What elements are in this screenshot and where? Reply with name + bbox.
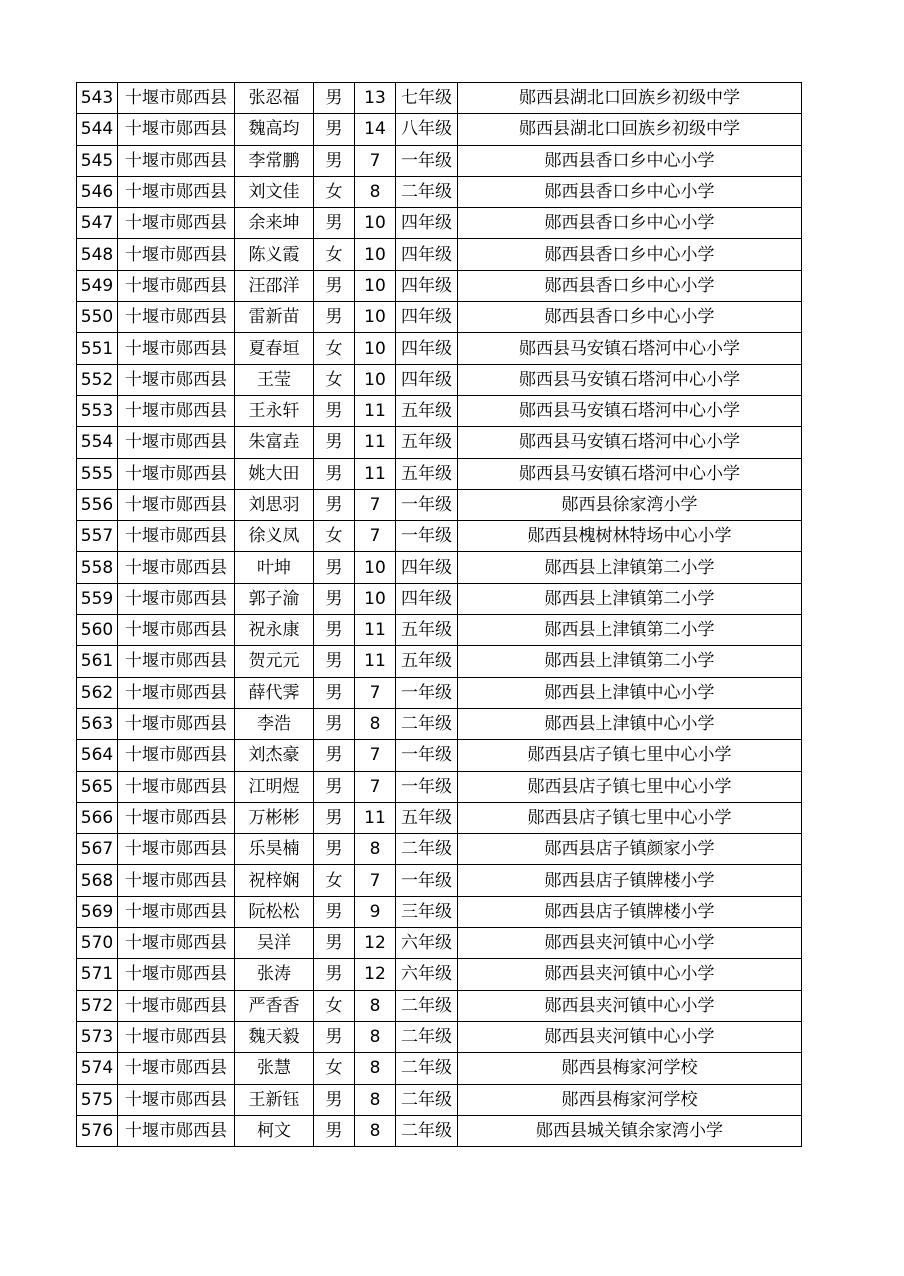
cell-school: 郧西县上津镇第二小学 (458, 615, 802, 646)
cell-age: 7 (355, 771, 396, 802)
cell-school: 郧西县店子镇七里中心小学 (458, 802, 802, 833)
cell-grade: 六年级 (396, 959, 458, 990)
cell-index: 558 (77, 552, 118, 583)
cell-sex: 女 (314, 176, 355, 207)
cell-age: 13 (355, 83, 396, 114)
cell-school: 郧西县马安镇石塔河中心小学 (458, 395, 802, 426)
cell-index: 569 (77, 896, 118, 927)
cell-grade: 一年级 (396, 489, 458, 520)
cell-grade: 一年级 (396, 145, 458, 176)
cell-sex: 男 (314, 114, 355, 145)
cell-index: 550 (77, 302, 118, 333)
cell-grade: 四年级 (396, 552, 458, 583)
cell-grade: 五年级 (396, 646, 458, 677)
cell-age: 10 (355, 239, 396, 270)
cell-sex: 男 (314, 302, 355, 333)
cell-age: 11 (355, 458, 396, 489)
student-list-table (76, 82, 802, 1147)
cell-index: 547 (77, 208, 118, 239)
cell-sex: 男 (314, 740, 355, 771)
cell-sex: 男 (314, 427, 355, 458)
cell-school: 郧西县香口乡中心小学 (458, 208, 802, 239)
cell-index: 544 (77, 114, 118, 145)
cell-school: 郧西县湖北口回族乡初级中学 (458, 83, 802, 114)
cell-name: 李浩 (235, 708, 314, 739)
cell-index: 557 (77, 521, 118, 552)
cell-sex: 女 (314, 239, 355, 270)
table-row (77, 740, 802, 771)
cell-grade: 二年级 (396, 834, 458, 865)
cell-region: 十堰市郧西县 (118, 1115, 235, 1146)
cell-school: 郧西县夹河镇中心小学 (458, 1021, 802, 1052)
cell-school: 郧西县马安镇石塔河中心小学 (458, 427, 802, 458)
cell-age: 9 (355, 896, 396, 927)
cell-region: 十堰市郧西县 (118, 990, 235, 1021)
table-row (77, 834, 802, 865)
table-row (77, 990, 802, 1021)
cell-index: 575 (77, 1084, 118, 1115)
table-row (77, 208, 802, 239)
cell-index: 545 (77, 145, 118, 176)
cell-school: 郧西县马安镇石塔河中心小学 (458, 458, 802, 489)
cell-grade: 三年级 (396, 896, 458, 927)
cell-age: 11 (355, 615, 396, 646)
cell-sex: 男 (314, 834, 355, 865)
cell-school: 郧西县上津镇第二小学 (458, 583, 802, 614)
cell-name: 张慧 (235, 1053, 314, 1084)
cell-region: 十堰市郧西县 (118, 708, 235, 739)
cell-region: 十堰市郧西县 (118, 928, 235, 959)
table-row (77, 458, 802, 489)
cell-region: 十堰市郧西县 (118, 1084, 235, 1115)
cell-grade: 六年级 (396, 928, 458, 959)
table-row (77, 1084, 802, 1115)
cell-grade: 七年级 (396, 83, 458, 114)
cell-index: 546 (77, 176, 118, 207)
cell-school: 郧西县店子镇七里中心小学 (458, 771, 802, 802)
cell-name: 薛代霁 (235, 677, 314, 708)
cell-index: 563 (77, 708, 118, 739)
cell-school: 郧西县徐家湾小学 (458, 489, 802, 520)
cell-school: 郧西县马安镇石塔河中心小学 (458, 333, 802, 364)
cell-sex: 男 (314, 1115, 355, 1146)
cell-grade: 四年级 (396, 583, 458, 614)
cell-name: 汪邵洋 (235, 270, 314, 301)
cell-sex: 男 (314, 771, 355, 802)
cell-grade: 四年级 (396, 239, 458, 270)
cell-name: 乐昊楠 (235, 834, 314, 865)
table-row (77, 865, 802, 896)
cell-region: 十堰市郧西县 (118, 615, 235, 646)
cell-sex: 女 (314, 521, 355, 552)
cell-index: 548 (77, 239, 118, 270)
cell-sex: 男 (314, 1084, 355, 1115)
cell-name: 魏天毅 (235, 1021, 314, 1052)
cell-age: 10 (355, 208, 396, 239)
table-row (77, 395, 802, 426)
cell-name: 夏春垣 (235, 333, 314, 364)
cell-region: 十堰市郧西县 (118, 208, 235, 239)
cell-school: 郧西县夹河镇中心小学 (458, 990, 802, 1021)
table-row (77, 302, 802, 333)
cell-name: 王永轩 (235, 395, 314, 426)
cell-region: 十堰市郧西县 (118, 771, 235, 802)
cell-age: 14 (355, 114, 396, 145)
cell-region: 十堰市郧西县 (118, 646, 235, 677)
cell-sex: 女 (314, 333, 355, 364)
cell-school: 郧西县梅家河学校 (458, 1053, 802, 1084)
cell-sex: 男 (314, 552, 355, 583)
cell-index: 559 (77, 583, 118, 614)
table-row (77, 646, 802, 677)
cell-index: 554 (77, 427, 118, 458)
cell-grade: 一年级 (396, 677, 458, 708)
cell-school: 郧西县店子镇七里中心小学 (458, 740, 802, 771)
cell-age: 8 (355, 834, 396, 865)
cell-sex: 男 (314, 615, 355, 646)
cell-name: 张忍福 (235, 83, 314, 114)
cell-name: 祝梓娴 (235, 865, 314, 896)
cell-school: 郧西县店子镇牌楼小学 (458, 896, 802, 927)
cell-name: 严香香 (235, 990, 314, 1021)
cell-region: 十堰市郧西县 (118, 333, 235, 364)
cell-sex: 男 (314, 583, 355, 614)
cell-region: 十堰市郧西县 (118, 83, 235, 114)
cell-sex: 男 (314, 928, 355, 959)
cell-age: 8 (355, 1115, 396, 1146)
cell-grade: 五年级 (396, 427, 458, 458)
cell-sex: 男 (314, 1021, 355, 1052)
cell-name: 李常鹏 (235, 145, 314, 176)
cell-school: 郧西县上津镇中心小学 (458, 677, 802, 708)
cell-school: 郧西县香口乡中心小学 (458, 270, 802, 301)
cell-index: 543 (77, 83, 118, 114)
table-row (77, 552, 802, 583)
cell-sex: 男 (314, 145, 355, 176)
cell-index: 571 (77, 959, 118, 990)
cell-school: 郧西县城关镇余家湾小学 (458, 1115, 802, 1146)
cell-index: 560 (77, 615, 118, 646)
cell-age: 12 (355, 928, 396, 959)
cell-index: 562 (77, 677, 118, 708)
cell-name: 姚大田 (235, 458, 314, 489)
cell-region: 十堰市郧西县 (118, 427, 235, 458)
cell-sex: 男 (314, 896, 355, 927)
cell-index: 568 (77, 865, 118, 896)
cell-sex: 女 (314, 865, 355, 896)
cell-name: 余来坤 (235, 208, 314, 239)
cell-sex: 女 (314, 1053, 355, 1084)
cell-region: 十堰市郧西县 (118, 458, 235, 489)
cell-sex: 男 (314, 646, 355, 677)
cell-grade: 四年级 (396, 302, 458, 333)
cell-grade: 五年级 (396, 802, 458, 833)
cell-age: 8 (355, 1084, 396, 1115)
cell-age: 12 (355, 959, 396, 990)
table-row (77, 1021, 802, 1052)
cell-grade: 二年级 (396, 176, 458, 207)
cell-index: 555 (77, 458, 118, 489)
cell-region: 十堰市郧西县 (118, 395, 235, 426)
cell-grade: 四年级 (396, 208, 458, 239)
cell-region: 十堰市郧西县 (118, 959, 235, 990)
cell-region: 十堰市郧西县 (118, 521, 235, 552)
cell-grade: 八年级 (396, 114, 458, 145)
cell-region: 十堰市郧西县 (118, 1021, 235, 1052)
cell-region: 十堰市郧西县 (118, 834, 235, 865)
cell-grade: 二年级 (396, 1021, 458, 1052)
cell-name: 郭子渝 (235, 583, 314, 614)
table-row (77, 270, 802, 301)
cell-sex: 男 (314, 270, 355, 301)
cell-region: 十堰市郧西县 (118, 270, 235, 301)
cell-grade: 二年级 (396, 708, 458, 739)
cell-name: 魏高均 (235, 114, 314, 145)
cell-school: 郧西县上津镇第二小学 (458, 552, 802, 583)
table-body (77, 83, 802, 1147)
cell-name: 雷新苗 (235, 302, 314, 333)
table-row (77, 114, 802, 145)
cell-grade: 一年级 (396, 865, 458, 896)
cell-age: 7 (355, 521, 396, 552)
cell-index: 573 (77, 1021, 118, 1052)
table-row (77, 615, 802, 646)
cell-name: 刘思羽 (235, 489, 314, 520)
cell-region: 十堰市郧西县 (118, 489, 235, 520)
cell-age: 10 (355, 583, 396, 614)
cell-sex: 女 (314, 364, 355, 395)
cell-region: 十堰市郧西县 (118, 583, 235, 614)
cell-age: 8 (355, 990, 396, 1021)
table-row (77, 489, 802, 520)
cell-age: 8 (355, 176, 396, 207)
cell-index: 564 (77, 740, 118, 771)
cell-sex: 男 (314, 83, 355, 114)
cell-index: 549 (77, 270, 118, 301)
cell-age: 7 (355, 489, 396, 520)
cell-region: 十堰市郧西县 (118, 364, 235, 395)
cell-sex: 男 (314, 395, 355, 426)
cell-school: 郧西县香口乡中心小学 (458, 302, 802, 333)
cell-grade: 五年级 (396, 615, 458, 646)
cell-name: 王新钰 (235, 1084, 314, 1115)
cell-age: 10 (355, 302, 396, 333)
cell-school: 郧西县上津镇第二小学 (458, 646, 802, 677)
cell-age: 7 (355, 865, 396, 896)
cell-region: 十堰市郧西县 (118, 677, 235, 708)
cell-index: 574 (77, 1053, 118, 1084)
cell-name: 王莹 (235, 364, 314, 395)
cell-name: 刘文佳 (235, 176, 314, 207)
cell-school: 郧西县上津镇中心小学 (458, 708, 802, 739)
cell-sex: 男 (314, 959, 355, 990)
cell-age: 8 (355, 708, 396, 739)
cell-name: 陈义霞 (235, 239, 314, 270)
cell-index: 566 (77, 802, 118, 833)
cell-region: 十堰市郧西县 (118, 239, 235, 270)
cell-school: 郧西县马安镇石塔河中心小学 (458, 364, 802, 395)
cell-name: 阮松松 (235, 896, 314, 927)
table-row (77, 333, 802, 364)
cell-school: 郧西县槐树林特场中心小学 (458, 521, 802, 552)
cell-index: 570 (77, 928, 118, 959)
table-row (77, 802, 802, 833)
cell-grade: 四年级 (396, 333, 458, 364)
table-row (77, 959, 802, 990)
cell-sex: 男 (314, 208, 355, 239)
cell-grade: 二年级 (396, 1053, 458, 1084)
table-row (77, 1053, 802, 1084)
cell-sex: 男 (314, 458, 355, 489)
cell-name: 祝永康 (235, 615, 314, 646)
table-row (77, 896, 802, 927)
table-row (77, 176, 802, 207)
table-row (77, 928, 802, 959)
cell-sex: 男 (314, 708, 355, 739)
cell-age: 10 (355, 333, 396, 364)
cell-sex: 男 (314, 489, 355, 520)
cell-region: 十堰市郧西县 (118, 802, 235, 833)
cell-region: 十堰市郧西县 (118, 865, 235, 896)
table-row (77, 677, 802, 708)
cell-age: 8 (355, 1053, 396, 1084)
table-row (77, 83, 802, 114)
cell-index: 565 (77, 771, 118, 802)
cell-name: 万彬彬 (235, 802, 314, 833)
cell-grade: 二年级 (396, 1084, 458, 1115)
cell-sex: 男 (314, 802, 355, 833)
table-row (77, 708, 802, 739)
table-row (77, 364, 802, 395)
cell-school: 郧西县香口乡中心小学 (458, 176, 802, 207)
table-row (77, 583, 802, 614)
cell-school: 郧西县夹河镇中心小学 (458, 959, 802, 990)
table-row (77, 145, 802, 176)
cell-index: 567 (77, 834, 118, 865)
cell-index: 576 (77, 1115, 118, 1146)
cell-school: 郧西县店子镇颜家小学 (458, 834, 802, 865)
cell-name: 贺元元 (235, 646, 314, 677)
table-row (77, 427, 802, 458)
cell-name: 徐义凤 (235, 521, 314, 552)
cell-school: 郧西县夹河镇中心小学 (458, 928, 802, 959)
cell-school: 郧西县香口乡中心小学 (458, 145, 802, 176)
cell-age: 7 (355, 145, 396, 176)
cell-grade: 四年级 (396, 364, 458, 395)
cell-age: 11 (355, 395, 396, 426)
cell-region: 十堰市郧西县 (118, 176, 235, 207)
cell-region: 十堰市郧西县 (118, 740, 235, 771)
cell-grade: 一年级 (396, 771, 458, 802)
cell-age: 10 (355, 552, 396, 583)
cell-region: 十堰市郧西县 (118, 552, 235, 583)
cell-index: 553 (77, 395, 118, 426)
cell-region: 十堰市郧西县 (118, 114, 235, 145)
cell-index: 551 (77, 333, 118, 364)
table-row (77, 239, 802, 270)
cell-age: 11 (355, 427, 396, 458)
table-row (77, 521, 802, 552)
cell-age: 7 (355, 740, 396, 771)
cell-grade: 四年级 (396, 270, 458, 301)
cell-age: 10 (355, 364, 396, 395)
cell-region: 十堰市郧西县 (118, 896, 235, 927)
cell-school: 郧西县梅家河学校 (458, 1084, 802, 1115)
cell-grade: 五年级 (396, 395, 458, 426)
cell-name: 朱富垚 (235, 427, 314, 458)
cell-region: 十堰市郧西县 (118, 1053, 235, 1084)
cell-index: 561 (77, 646, 118, 677)
cell-grade: 二年级 (396, 1115, 458, 1146)
cell-name: 叶坤 (235, 552, 314, 583)
cell-index: 556 (77, 489, 118, 520)
cell-index: 572 (77, 990, 118, 1021)
cell-name: 江明煜 (235, 771, 314, 802)
cell-age: 8 (355, 1021, 396, 1052)
cell-grade: 二年级 (396, 990, 458, 1021)
cell-sex: 男 (314, 677, 355, 708)
cell-region: 十堰市郧西县 (118, 302, 235, 333)
cell-school: 郧西县湖北口回族乡初级中学 (458, 114, 802, 145)
cell-sex: 女 (314, 990, 355, 1021)
cell-name: 吴洋 (235, 928, 314, 959)
cell-school: 郧西县店子镇牌楼小学 (458, 865, 802, 896)
cell-grade: 一年级 (396, 521, 458, 552)
table-row (77, 1115, 802, 1146)
cell-grade: 五年级 (396, 458, 458, 489)
cell-age: 11 (355, 802, 396, 833)
cell-grade: 一年级 (396, 740, 458, 771)
cell-age: 7 (355, 677, 396, 708)
table-row (77, 771, 802, 802)
cell-name: 柯文 (235, 1115, 314, 1146)
cell-school: 郧西县香口乡中心小学 (458, 239, 802, 270)
cell-age: 11 (355, 646, 396, 677)
cell-name: 张涛 (235, 959, 314, 990)
cell-name: 刘杰豪 (235, 740, 314, 771)
cell-region: 十堰市郧西县 (118, 145, 235, 176)
cell-age: 10 (355, 270, 396, 301)
cell-index: 552 (77, 364, 118, 395)
